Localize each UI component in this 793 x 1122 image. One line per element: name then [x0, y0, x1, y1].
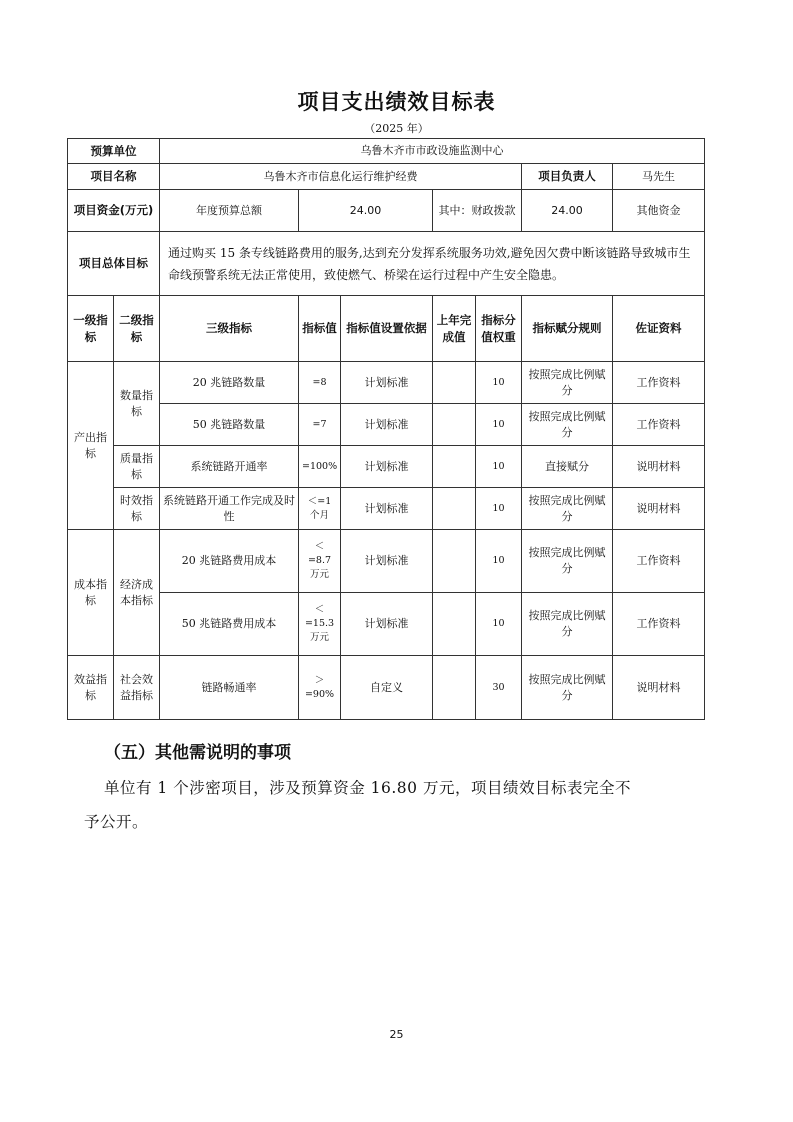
indicator-value: ＞ =90%: [299, 656, 341, 720]
indicator-rule: 按照完成比例赋分: [522, 404, 613, 446]
indicator-rule: 按照完成比例赋分: [522, 530, 613, 593]
header-level1: 一级指标: [68, 296, 114, 362]
project-name-label: 项目名称: [68, 164, 160, 190]
header-level2: 二级指标: [114, 296, 160, 362]
page-number: 25: [389, 1028, 404, 1041]
other-funds-label: 其他资金: [613, 190, 705, 232]
subgroup-timeliness: 时效指标: [114, 488, 160, 530]
indicator-value: ＜=1 个月: [299, 488, 341, 530]
indicator-last-year: [433, 593, 476, 656]
indicator-rule: 按照完成比例赋分: [522, 488, 613, 530]
table-title: 项目支出绩效目标表: [297, 90, 496, 114]
subgroup-economic: 经济成本指标: [114, 530, 160, 656]
indicator-basis: 计划标准: [341, 593, 433, 656]
indicator-value: =100%: [299, 446, 341, 488]
indicator-evidence: 工作资料: [613, 404, 705, 446]
indicator-evidence: 说明材料: [613, 446, 705, 488]
group-cost: 成本指标: [68, 530, 114, 656]
header-rule: 指标赋分规则: [522, 296, 613, 362]
indicator-last-year: [433, 656, 476, 720]
indicator-name: 系统链路开通工作完成及时性: [160, 488, 299, 530]
indicator-evidence: 工作资料: [613, 530, 705, 593]
indicator-rule: 按照完成比例赋分: [522, 593, 613, 656]
header-evidence: 佐证资料: [613, 296, 705, 362]
fiscal-allocation-value: 24.00: [522, 190, 613, 232]
group-benefit: 效益指标: [68, 656, 114, 720]
annual-budget-value: 24.00: [299, 190, 433, 232]
subgroup-quality: 质量指标: [114, 446, 160, 488]
indicator-weight: 10: [476, 446, 522, 488]
overall-goal-text: 通过购买 15 条专线链路费用的服务,达到充分发挥系统服务功效,避免因欠费中断该链路导致城市生命线预警系统无法正常使用，致使燃气、桥梁在运行过程中产生安全隐患。: [160, 232, 705, 296]
indicator-weight: 10: [476, 530, 522, 593]
indicator-name: 50 兆链路数量: [160, 404, 299, 446]
indicator-evidence: 工作资料: [613, 593, 705, 656]
indicator-name: 20 兆链路费用成本: [160, 530, 299, 593]
group-output: 产出指标: [68, 362, 114, 530]
performance-table: [67, 138, 705, 720]
indicator-evidence: 说明材料: [613, 656, 705, 720]
header-weight: 指标分值权重: [476, 296, 522, 362]
indicator-rule: 按照完成比例赋分: [522, 656, 613, 720]
project-funds-label: 项目资金(万元): [68, 190, 160, 232]
indicator-basis: 计划标准: [341, 530, 433, 593]
header-level3: 三级指标: [160, 296, 299, 362]
indicator-value: =8: [299, 362, 341, 404]
budget-unit-value: 乌鲁木齐市市政设施监测中心: [160, 139, 705, 164]
indicator-evidence: 工作资料: [613, 362, 705, 404]
budget-unit-label: 预算单位: [68, 139, 160, 164]
indicator-evidence: 说明材料: [613, 488, 705, 530]
indicator-name: 系统链路开通率: [160, 446, 299, 488]
project-name-value: 乌鲁木齐市信息化运行维护经费: [160, 164, 522, 190]
indicator-basis: 计划标准: [341, 404, 433, 446]
fiscal-allocation-label: 其中：财政拨款: [433, 190, 522, 232]
subgroup-quantity: 数量指标: [114, 362, 160, 446]
indicator-basis: 计划标准: [341, 362, 433, 404]
indicator-rule: 直接赋分: [522, 446, 613, 488]
indicator-value: ＜ =8.7 万元: [299, 530, 341, 593]
indicator-name: 20 兆链路数量: [160, 362, 299, 404]
indicator-rule: 按照完成比例赋分: [522, 362, 613, 404]
annual-budget-label: 年度预算总额: [160, 190, 299, 232]
section-body-line1: 单位有 1 个涉密项目，涉及预算资金 16.80 万元，项目绩效目标表完全不: [104, 779, 631, 797]
table-year: （2025 年）: [364, 122, 429, 135]
indicator-last-year: [433, 362, 476, 404]
indicator-value: ＜ =15.3 万元: [299, 593, 341, 656]
header-basis: 指标值设置依据: [341, 296, 433, 362]
overall-goal-label: 项目总体目标: [68, 232, 160, 296]
indicator-last-year: [433, 404, 476, 446]
indicator-name: 50 兆链路费用成本: [160, 593, 299, 656]
section-body-line2: 予公开。: [84, 813, 149, 831]
indicator-basis: 自定义: [341, 656, 433, 720]
section-heading: （五）其他需说明的事项: [104, 743, 291, 763]
indicator-weight: 10: [476, 488, 522, 530]
indicator-value: =7: [299, 404, 341, 446]
indicator-last-year: [433, 446, 476, 488]
project-owner-label: 项目负责人: [522, 164, 613, 190]
indicator-basis: 计划标准: [341, 446, 433, 488]
indicator-weight: 30: [476, 656, 522, 720]
header-value: 指标值: [299, 296, 341, 362]
indicator-last-year: [433, 488, 476, 530]
indicator-name: 链路畅通率: [160, 656, 299, 720]
project-owner-value: 马先生: [613, 164, 705, 190]
subgroup-social: 社会效益指标: [114, 656, 160, 720]
section-body: [84, 771, 716, 839]
indicator-weight: 10: [476, 362, 522, 404]
indicator-basis: 计划标准: [341, 488, 433, 530]
indicator-weight: 10: [476, 593, 522, 656]
indicator-weight: 10: [476, 404, 522, 446]
header-last-year: 上年完成值: [433, 296, 476, 362]
indicator-last-year: [433, 530, 476, 593]
